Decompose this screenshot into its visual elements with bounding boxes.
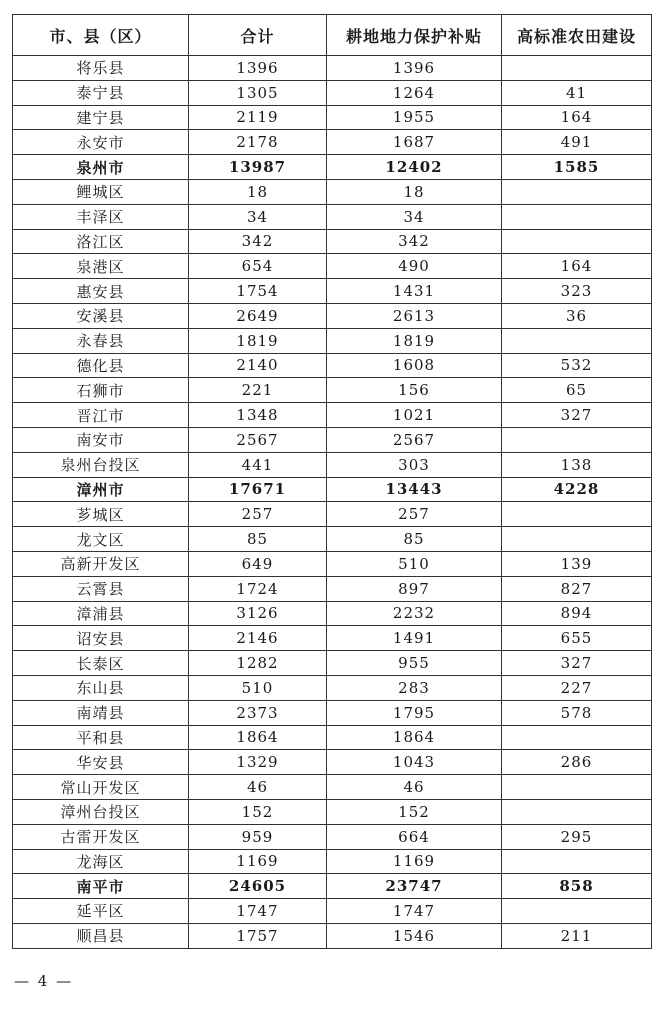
table-row xyxy=(13,576,652,601)
cell-total: 2140 xyxy=(189,353,327,378)
cell-total: 510 xyxy=(189,675,327,700)
cell-high-standard-farmland: 858 xyxy=(502,874,652,899)
cell-total: 1282 xyxy=(189,651,327,676)
cell-total: 2567 xyxy=(189,427,327,452)
cell-region: 永安市 xyxy=(13,130,189,155)
cell-farmland-protection-subsidy: 1491 xyxy=(327,626,502,651)
table-row xyxy=(13,403,652,428)
header-region: 市、县（区） xyxy=(13,15,189,56)
cell-total: 46 xyxy=(189,775,327,800)
cell-farmland-protection-subsidy: 46 xyxy=(327,775,502,800)
cell-farmland-protection-subsidy: 664 xyxy=(327,824,502,849)
cell-total: 3126 xyxy=(189,601,327,626)
cell-high-standard-farmland: 578 xyxy=(502,700,652,725)
cell-region: 华安县 xyxy=(13,750,189,775)
cell-farmland-protection-subsidy: 342 xyxy=(327,229,502,254)
table-row xyxy=(13,799,652,824)
table-row xyxy=(13,130,652,155)
cell-total: 2649 xyxy=(189,303,327,328)
cell-high-standard-farmland xyxy=(502,502,652,527)
cell-farmland-protection-subsidy: 955 xyxy=(327,651,502,676)
table-row xyxy=(13,651,652,676)
header-total: 合计 xyxy=(189,15,327,56)
cell-farmland-protection-subsidy: 152 xyxy=(327,799,502,824)
cell-region: 建宁县 xyxy=(13,105,189,130)
cell-region: 龙文区 xyxy=(13,527,189,552)
cell-region: 顺昌县 xyxy=(13,923,189,948)
cell-total: 24605 xyxy=(189,874,327,899)
table-row xyxy=(13,849,652,874)
cell-total: 342 xyxy=(189,229,327,254)
cell-region: 鲤城区 xyxy=(13,179,189,204)
header-row xyxy=(13,15,652,56)
cell-high-standard-farmland: 295 xyxy=(502,824,652,849)
table-row xyxy=(13,80,652,105)
cell-high-standard-farmland: 139 xyxy=(502,551,652,576)
cell-region: 泉州市 xyxy=(13,155,189,180)
cell-region: 惠安县 xyxy=(13,279,189,304)
cell-total: 13987 xyxy=(189,155,327,180)
table-row xyxy=(13,750,652,775)
cell-region: 延平区 xyxy=(13,899,189,924)
cell-total: 2119 xyxy=(189,105,327,130)
cell-region: 芗城区 xyxy=(13,502,189,527)
cell-farmland-protection-subsidy: 1431 xyxy=(327,279,502,304)
cell-farmland-protection-subsidy: 1546 xyxy=(327,923,502,948)
cell-total: 654 xyxy=(189,254,327,279)
cell-total: 649 xyxy=(189,551,327,576)
cell-farmland-protection-subsidy: 257 xyxy=(327,502,502,527)
cell-region: 晋江市 xyxy=(13,403,189,428)
cell-total: 2146 xyxy=(189,626,327,651)
cell-region: 德化县 xyxy=(13,353,189,378)
cell-region: 石狮市 xyxy=(13,378,189,403)
cell-high-standard-farmland: 286 xyxy=(502,750,652,775)
table-row xyxy=(13,477,652,502)
cell-high-standard-farmland: 4228 xyxy=(502,477,652,502)
cell-farmland-protection-subsidy: 897 xyxy=(327,576,502,601)
cell-region: 将乐县 xyxy=(13,56,189,81)
cell-farmland-protection-subsidy: 2613 xyxy=(327,303,502,328)
cell-region: 平和县 xyxy=(13,725,189,750)
cell-farmland-protection-subsidy: 156 xyxy=(327,378,502,403)
cell-region: 南靖县 xyxy=(13,700,189,725)
cell-region: 洛江区 xyxy=(13,229,189,254)
table-row xyxy=(13,56,652,81)
cell-high-standard-farmland: 894 xyxy=(502,601,652,626)
cell-total: 257 xyxy=(189,502,327,527)
cell-farmland-protection-subsidy: 34 xyxy=(327,204,502,229)
cell-total: 1747 xyxy=(189,899,327,924)
table-row xyxy=(13,328,652,353)
cell-total: 2178 xyxy=(189,130,327,155)
table-row xyxy=(13,105,652,130)
table-row xyxy=(13,204,652,229)
cell-high-standard-farmland xyxy=(502,328,652,353)
table-row xyxy=(13,700,652,725)
subsidy-table xyxy=(12,14,652,949)
table-row xyxy=(13,179,652,204)
cell-farmland-protection-subsidy: 1021 xyxy=(327,403,502,428)
cell-region: 漳浦县 xyxy=(13,601,189,626)
table-row xyxy=(13,725,652,750)
cell-high-standard-farmland: 327 xyxy=(502,651,652,676)
cell-region: 漳州市 xyxy=(13,477,189,502)
table-row xyxy=(13,303,652,328)
cell-farmland-protection-subsidy: 1747 xyxy=(327,899,502,924)
cell-farmland-protection-subsidy: 1955 xyxy=(327,105,502,130)
cell-total: 18 xyxy=(189,179,327,204)
cell-high-standard-farmland: 138 xyxy=(502,452,652,477)
cell-total: 1757 xyxy=(189,923,327,948)
table-row xyxy=(13,874,652,899)
table-row xyxy=(13,279,652,304)
header-farmland-protection-subsidy: 耕地地力保护补贴 xyxy=(327,15,502,56)
cell-total: 1348 xyxy=(189,403,327,428)
table-row xyxy=(13,378,652,403)
cell-farmland-protection-subsidy: 283 xyxy=(327,675,502,700)
table-body xyxy=(13,56,652,949)
table-row xyxy=(13,229,652,254)
cell-high-standard-farmland xyxy=(502,427,652,452)
cell-high-standard-farmland: 1585 xyxy=(502,155,652,180)
cell-farmland-protection-subsidy: 1687 xyxy=(327,130,502,155)
cell-region: 诏安县 xyxy=(13,626,189,651)
cell-farmland-protection-subsidy: 2232 xyxy=(327,601,502,626)
cell-total: 1724 xyxy=(189,576,327,601)
cell-farmland-protection-subsidy: 1608 xyxy=(327,353,502,378)
cell-farmland-protection-subsidy: 2567 xyxy=(327,427,502,452)
cell-region: 古雷开发区 xyxy=(13,824,189,849)
cell-high-standard-farmland: 164 xyxy=(502,254,652,279)
cell-high-standard-farmland: 211 xyxy=(502,923,652,948)
cell-total: 34 xyxy=(189,204,327,229)
table-row xyxy=(13,923,652,948)
table-row xyxy=(13,899,652,924)
table-row xyxy=(13,155,652,180)
cell-region: 常山开发区 xyxy=(13,775,189,800)
cell-high-standard-farmland xyxy=(502,229,652,254)
cell-farmland-protection-subsidy: 23747 xyxy=(327,874,502,899)
cell-high-standard-farmland xyxy=(502,179,652,204)
cell-farmland-protection-subsidy: 1264 xyxy=(327,80,502,105)
cell-total: 1396 xyxy=(189,56,327,81)
cell-high-standard-farmland: 41 xyxy=(502,80,652,105)
cell-high-standard-farmland: 227 xyxy=(502,675,652,700)
cell-region: 高新开发区 xyxy=(13,551,189,576)
cell-farmland-protection-subsidy: 1819 xyxy=(327,328,502,353)
cell-high-standard-farmland: 532 xyxy=(502,353,652,378)
cell-high-standard-farmland xyxy=(502,799,652,824)
cell-region: 漳州台投区 xyxy=(13,799,189,824)
cell-high-standard-farmland xyxy=(502,725,652,750)
cell-farmland-protection-subsidy: 1169 xyxy=(327,849,502,874)
cell-high-standard-farmland xyxy=(502,899,652,924)
table-row xyxy=(13,353,652,378)
table-header xyxy=(13,15,652,56)
cell-high-standard-farmland: 65 xyxy=(502,378,652,403)
cell-total: 152 xyxy=(189,799,327,824)
table-row xyxy=(13,775,652,800)
cell-region: 南安市 xyxy=(13,427,189,452)
cell-total: 1819 xyxy=(189,328,327,353)
table-row xyxy=(13,551,652,576)
cell-high-standard-farmland xyxy=(502,849,652,874)
cell-high-standard-farmland: 491 xyxy=(502,130,652,155)
cell-farmland-protection-subsidy: 1396 xyxy=(327,56,502,81)
table-row xyxy=(13,502,652,527)
cell-farmland-protection-subsidy: 18 xyxy=(327,179,502,204)
cell-high-standard-farmland xyxy=(502,56,652,81)
cell-region: 泉港区 xyxy=(13,254,189,279)
cell-total: 85 xyxy=(189,527,327,552)
cell-region: 南平市 xyxy=(13,874,189,899)
table-row xyxy=(13,675,652,700)
cell-farmland-protection-subsidy: 490 xyxy=(327,254,502,279)
cell-total: 17671 xyxy=(189,477,327,502)
cell-farmland-protection-subsidy: 1864 xyxy=(327,725,502,750)
cell-total: 1305 xyxy=(189,80,327,105)
table-row xyxy=(13,527,652,552)
cell-total: 1169 xyxy=(189,849,327,874)
table-row xyxy=(13,626,652,651)
cell-total: 959 xyxy=(189,824,327,849)
cell-region: 云霄县 xyxy=(13,576,189,601)
cell-high-standard-farmland xyxy=(502,775,652,800)
cell-region: 丰泽区 xyxy=(13,204,189,229)
cell-high-standard-farmland: 323 xyxy=(502,279,652,304)
cell-farmland-protection-subsidy: 510 xyxy=(327,551,502,576)
cell-total: 1864 xyxy=(189,725,327,750)
cell-farmland-protection-subsidy: 13443 xyxy=(327,477,502,502)
table-row xyxy=(13,452,652,477)
cell-region: 龙海区 xyxy=(13,849,189,874)
cell-region: 长泰区 xyxy=(13,651,189,676)
cell-high-standard-farmland: 164 xyxy=(502,105,652,130)
cell-region: 安溪县 xyxy=(13,303,189,328)
cell-region: 永春县 xyxy=(13,328,189,353)
cell-high-standard-farmland xyxy=(502,527,652,552)
cell-high-standard-farmland: 327 xyxy=(502,403,652,428)
table-row xyxy=(13,601,652,626)
cell-region: 东山县 xyxy=(13,675,189,700)
cell-total: 2373 xyxy=(189,700,327,725)
cell-farmland-protection-subsidy: 85 xyxy=(327,527,502,552)
cell-total: 441 xyxy=(189,452,327,477)
cell-total: 1329 xyxy=(189,750,327,775)
table-row xyxy=(13,427,652,452)
cell-region: 泉州台投区 xyxy=(13,452,189,477)
cell-farmland-protection-subsidy: 1043 xyxy=(327,750,502,775)
cell-high-standard-farmland xyxy=(502,204,652,229)
cell-high-standard-farmland: 36 xyxy=(502,303,652,328)
cell-total: 221 xyxy=(189,378,327,403)
table-row xyxy=(13,824,652,849)
cell-farmland-protection-subsidy: 303 xyxy=(327,452,502,477)
cell-high-standard-farmland: 827 xyxy=(502,576,652,601)
cell-total: 1754 xyxy=(189,279,327,304)
cell-farmland-protection-subsidy: 1795 xyxy=(327,700,502,725)
cell-region: 泰宁县 xyxy=(13,80,189,105)
cell-farmland-protection-subsidy: 12402 xyxy=(327,155,502,180)
table-row xyxy=(13,254,652,279)
page-number: — 4 — xyxy=(14,972,74,990)
header-high-standard-farmland: 高标准农田建设 xyxy=(502,15,652,56)
cell-high-standard-farmland: 655 xyxy=(502,626,652,651)
